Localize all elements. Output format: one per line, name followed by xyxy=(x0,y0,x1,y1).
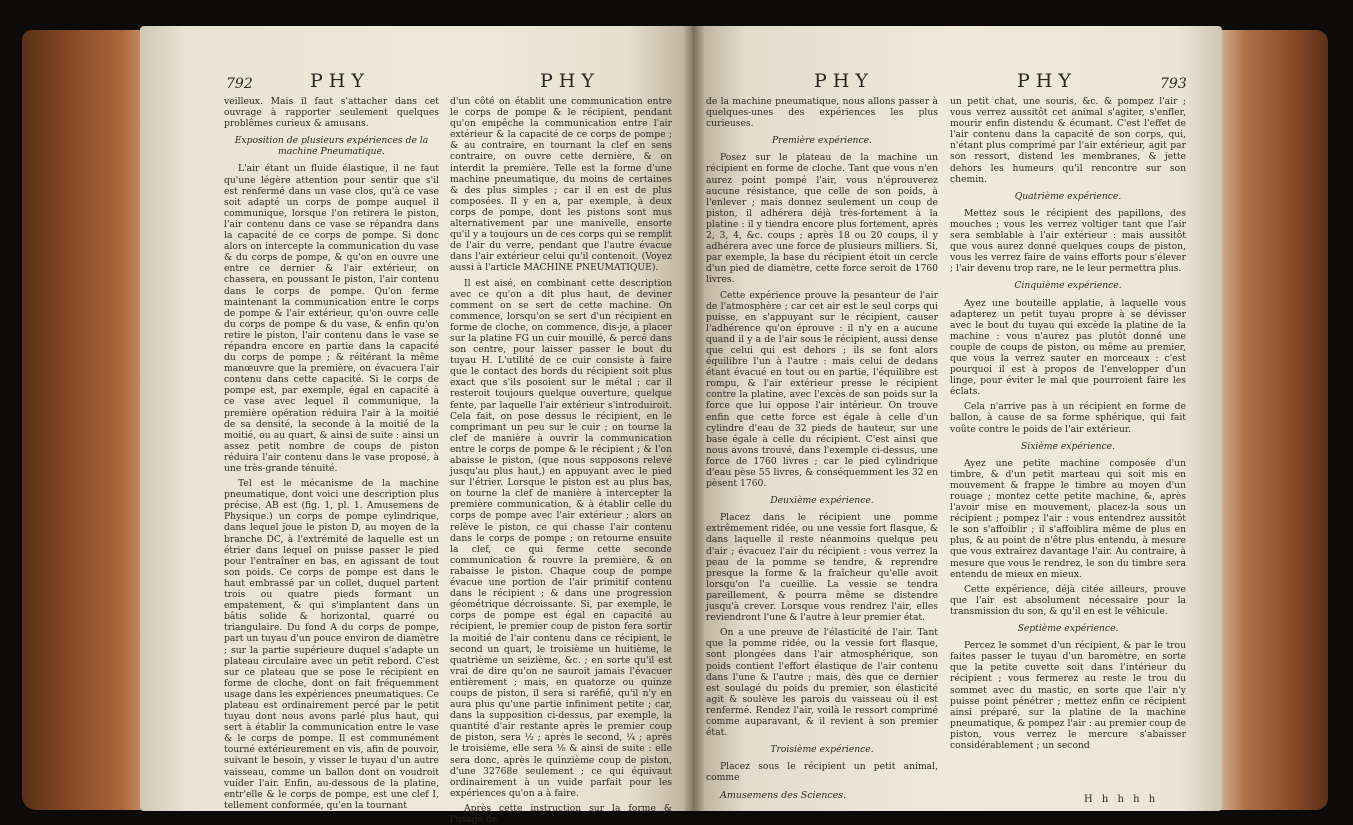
right-page-header-col2: PHY xyxy=(1017,70,1077,92)
paragraph: Cette expérience, déjà citée ailleurs, prouve que l'air est absolument nécessaire pour la transmission du son, & qu'il en est le véhicule. xyxy=(950,583,1186,617)
left-column-2 xyxy=(450,96,672,825)
left-page-number: 792 xyxy=(226,76,253,92)
left-page xyxy=(140,26,695,825)
book-cover-left xyxy=(22,30,152,810)
paragraph: de la machine pneumatique, nous allons passer à quelques-unes des expériences les plus curieuses. xyxy=(706,96,938,130)
experiment-heading: Septième expérience. xyxy=(1017,623,1119,635)
right-column-1 xyxy=(706,96,938,796)
paragraph: un petit chat, une souris, &c. & pompez l'air ; vous verrez aussitôt cet animal s'agiter, s'enfler, mourir enfin distendu & écumant. C'est l'effet de l'air contenu dans la capacité de son corps, qui, n'étant plus comprimé par l'air extérieur, agit par son ressort, distend les membranes, & jette dehors les humeurs qu'il rencontre sur son chemin. xyxy=(950,96,1186,185)
paragraph: Il est aisé, en combinant cette description avec ce qu'on a dit plus haut, de deviner comment on se sert de cette machine. On commence, lorsqu'on se sert d'un récipient en forme de cloche, on commence, dis-je, à placer sur la platine FG un cuir mouillé, & percé dans son centre, pour laisser passer le bout du tuyau H. L'utilité de ce cuir consiste à faire que le contact des bords du récipient soit plus exact que s'ils posoient sur le métal ; car il resteroit toujours quelque ouverture, quelque fente, par laquelle l'air extérieur s'introduiroit. Cela fait, on pose dessus le récipient, en le comprimant un peu sur le cuir ; on tourne la clef de manière à ouvrir la communication entre le corps de pompe & le récipient ; & l'on abaisse le piston, (que nous supposons relevé jusqu'au plus haut,) en appuyant avec le pied sur l'étrier. Lorsque le piston est au plus bas, on tourne la clef de manière à intercepter la première communication, & à établir celle du corps de pompe avec l'air extérieur ; alors on relève le piston, ce qui chasse l'air contenu dans le corps de pompe ; on retourne ensuite la clef, ce qui ferme cette seconde communication & rouvre la première, & on rabaisse le piston. Chaque coup de pompe évacue une portion de l'air primitif contenu dans le récipient ; & dans une progression géométrique décroissante. Si, par exemple, le corps de pompe est égal en capacité au récipient, le premier coup de piston fera sortir la moitié de l'air contenu dans ce récipient, le second un quart, le troisième un huitième, le quatrième un seizième, &c. ; en sorte qu'il est vrai de dire qu'on ne sauroit jamais l'évacuer entièrement ; mais, en quatorze ou quinze coups de piston, il sera si raréfié, qu'il n'y en aura plus qu'une partie infiniment petite ; car, dans la supposition ci-dessus, par exemple, la quantité d'air restante après le premier coup de piston, sera ½ ; après le second, ¼ ; après le troisième, elle sera ⅛ & ainsi de suite : elle sera donc, après le quinzième coup de piston, d'une 32768e seulement ; ce qui équivaut ordinairement à un vuide parfait pour les expériences qu'on a à faire. xyxy=(450,277,672,799)
paragraph: Mettez sous le récipient des papillons, des mouches ; vous les verrez voltiger tant que l'air sera semblable à l'air extérieur : mais aussitôt que vous aurez donné quelques coups de piston, vous les verrez faire de vains efforts pour s'élever ; l'air devenu trop rare, ne le leur permettra plus. xyxy=(950,207,1186,275)
right-page-header-col1: PHY xyxy=(814,70,874,92)
book-gutter xyxy=(683,26,705,811)
paragraph: Cela n'arrive pas à un récipient en forme de ballon, à cause de sa forme sphérique, qui fait voûte contre le poids de l'air extérieur. xyxy=(950,401,1186,435)
left-page-header: PHY xyxy=(310,70,370,92)
experiment-heading: Sixième expérience. xyxy=(1021,440,1115,452)
right-page-number: 793 xyxy=(1160,76,1187,92)
paragraph: Tel est le mécanisme de la machine pneumatique, dont voici une description plus précise. AB est (fig. 1, pl. 1. Amusemens de Physique.) un corps de pompe cylindrique, dans lequel joue le piston D, au moyen de la branche DC, à l'extrémité de laquelle est un étrier dans lequel on puisse passer le pied pour l'entraîner en bas, en agissant de tout son poids. Ce corps de pompe est dans le haut embrassé par un collet, duquel partent trois ou quatre pieds formant un empatement, & qui s'implantent dans un bâtis solide & horizontal, quarré ou triangulaire. Du fond A du corps de pompe, part un tuyau d'un pouce environ de diamètre ; sur la partie supérieure duquel s'adapte un plateau circulaire avec un petit rebord. C'est sur ce plateau que se pose le récipient en forme de cloche, dont on fait fréquemment usage dans les expériences pneumatiques. Ce plateau est ordinairement percé par le petit tuyau dont nous avons parlé plus haut, qui sert à établir la communication entre le vase & le corps de pompe. Il est communément tourné extérieurement en vis, afin de pouvoir, suivant le besoin, y visser le tuyau d'un autre vaisseau, comme un ballon dont on voudroit vuider l'air. Enfin, au-dessous de la platine, entr'elle & le corps de pompe, est une clef I, tellement conformée, qu'en la tournant xyxy=(224,478,439,811)
page-footer: Amusemens des Sciences. xyxy=(720,790,847,801)
signature-mark: H h h h h xyxy=(1084,794,1159,805)
experiment-heading: Deuxième expérience. xyxy=(770,495,874,507)
paragraph: Posez sur le plateau de la machine un récipient en forme de cloche. Tant que vous n'en aurez point pompé l'air, vous n'éprouverez aucune résistance, que celle de son poids, à l'enlever ; mais donnez seulement un coup de piston, il adhérera déjà très-fortement à la platine : il y tiendra encore plus fortement, après 2, 3, 4, &c. coups ; après 18 ou 20 coups, il y adhérera avec une force de plusieurs milliers. Si, par exemple, la base du récipient étoit un cercle d'un pied de diamètre, cette force seroit de 1760 livres. xyxy=(706,152,938,286)
paragraph: Placez dans le récipient une pomme extrêmement ridée, ou une vessie fort flasque, & dans laquelle il reste néanmoins quelque peu d'air ; évacuez l'air du récipient : vous verrez la peau de la pomme se tendre, & reprendre presque la forme & la fraîcheur qu'elle avoit lorsqu'on l'a cueillie. La vessie se tendra pareillement, & pourra même se distendre jusqu'à crever. Lorsque vous rendrez l'air, elles reviendront l'une & l'autre à leur premier état. xyxy=(706,512,938,624)
paragraph: Cette expérience prouve la pesanteur de l'air de l'atmosphère ; car cet air est le seul corps qui puisse, en s'appuyant sur le récipient, causer l'adhérence qu'on éprouve : il n'y en a aucune quand il y a de l'air sous le récipient, aussi dense que celui qui est dehors ; ils se font alors équilibre l'un à l'autre : mais celui de dedans étant évacué en tout ou en partie, l'équilibre est rompu, & l'air extérieur presse le récipient contre la platine, avec l'excès de son poids sur la force que lui oppose l'air intérieur. On trouve enfin que cette force est égale à celle d'un cylindre d'eau de 32 pieds de hauteur, sur une base égale à celle du récipient. C'est ainsi que nous avons trouvé, dans l'exemple ci-dessus, une force de 1760 livres ; car le pied cylindrique d'eau pèse 55 livres, & conséquemment les 32 en pèsent 1760. xyxy=(706,289,938,490)
paragraph: Ayez une petite machine composée d'un timbre, & d'un petit marteau qui soit mis en mouvement & frappe le timbre au moyen d'un rouage ; montez cette petite machine, &, après l'avoir mise en mouvement, placez-la sous un récipient ; pompez l'air : vous entendrez aussitôt le son s'affoiblir ; il s'affoiblira même de plus en plus, & au point de n'être plus entendu, à mesure que vous extrairez davantage l'air. Au contraire, à mesure que vous le rendrez, le son du timbre sera entendu de mieux en mieux. xyxy=(950,457,1186,580)
experiment-heading: Cinquième expérience. xyxy=(1014,280,1122,292)
paragraph: On a une preuve de l'élasticité de l'air. Tant que la pomme ridée, ou la vessie fort flasque, sont plongées dans l'air atmosphérique, son poids contient l'effort élastique de l'air contenu dans l'une & l'autre ; mais, dès que ce dernier est soulagé du poids du premier, son élasticité agit & soulève les parois du vaisseau où il est renfermé. Rendez l'air, voilà le ressort comprimé comme auparavant, & il revient à son premier état. xyxy=(706,627,938,739)
left-column-1 xyxy=(224,96,439,811)
experiment-heading: Quatrième expérience. xyxy=(1014,190,1122,202)
paragraph: L'air étant un fluide élastique, il ne faut qu'une légère attention pour sentir que s'il est renfermé dans un vase clos, qu'à ce vase soit adapté un corps de pompe auquel il communique, lorsque l'on retirera le piston, l'air contenu dans ce vase se répandra dans la capacité de ce corps de pompe. Si donc alors on intercepte la communication du vase & du corps de pompe, & qu'on en ouvre une entre ce dernier & l'air extérieur, on chassera, en poussant le piston, l'air contenu dans le corps de pompe. Qu'on ferme maintenant la communication entre le corps de pompe & l'air extérieur, qu'on ouvre celle du corps de pompe & du vase, & enfin qu'on retire le piston, l'air contenu dans le vase se répandra encore en partie dans la capacité du corps de pompe ; & réitérant la même manœuvre que la première, on évacuera l'air contenu dans cette capacité. Si le corps de pompe est, par exemple, égal en capacité à ce vase avec lequel il communique, la première opération réduira l'air à la moitié de sa densité, la seconde à la moitié de la moitié, ou au quart, & ainsi de suite : ainsi un assez petit nombre de coups de piston réduira l'air contenu dans le vase proposé, à une très-grande ténuité. xyxy=(224,163,439,474)
right-page xyxy=(692,26,1222,811)
experiment-heading: Première expérience. xyxy=(772,135,872,147)
right-column-2 xyxy=(950,96,1186,796)
left-page-header-col2: PHY xyxy=(540,70,600,92)
paragraph: Ayez une bouteille applatie, à laquelle vous adapterez un petit tuyau propre à se dévisser avec le bout du tuyau qui excède la platine de la machine : vous n'aurez pas plutôt donné une couple de coups de piston, ou même au premier, que vous la verrez sauter en morceaux : c'est pourquoi il est à propos de l'envelopper d'un linge, pour éviter le mal que pourroient faire les éclats. xyxy=(950,297,1186,398)
section-title: Exposition de plusieurs expériences de la machine Pneumatique. xyxy=(234,135,429,158)
experiment-heading: Troisième expérience. xyxy=(770,744,874,756)
paragraph: d'un côté on établit une communication entre le corps de pompe & le récipient, pendant qu'on empêche la communication entre l'air extérieur & la capacité de ce corps de pompe ; & au contraire, en tournant la clef en sens contraire, on ouvre cette dernière, & on interdit la première. Telle est la forme d'une machine pneumatique, du moins de certaines & des plus simples ; car il en est de plus composées. Il y en a, par exemple, à deux corps de pompe, dont les pistons sont mus alternativement par une manivelle, ensorte qu'il y a toujours un de ces corps qui se remplit de l'air du verre, pendant que l'autre évacue dans l'air extérieur celui qu'il contenoit. (Voyez aussi à l'article MACHINE PNEUMATIQUE). xyxy=(450,96,672,274)
book-cover-right xyxy=(1210,30,1328,810)
paragraph: veilleux. Mais il faut s'attacher dans cet ouvrage à rapporter seulement quelques problêmes curieux & amusans. xyxy=(224,96,439,130)
paragraph: Percez le sommet d'un récipient, & par le trou faites passer le tuyau d'un baromètre, en sorte que la petite cuvette soit dans l'intérieur du récipient ; vous fermerez au reste le trou du sommet avec du mastic, en sorte que l'air n'y puisse point pénétrer ; mettez enfin ce récipient ainsi préparé, sur la platine de la machine pneumatique, & pompez l'air : au premier coup de piston, vous verrez le mercure s'abaisser considérablement ; un second xyxy=(950,640,1186,751)
paragraph: Placez sous le récipient un petit animal, comme xyxy=(706,761,938,784)
paragraph: Après cette instruction sur la forme & l'usage de xyxy=(450,802,672,825)
